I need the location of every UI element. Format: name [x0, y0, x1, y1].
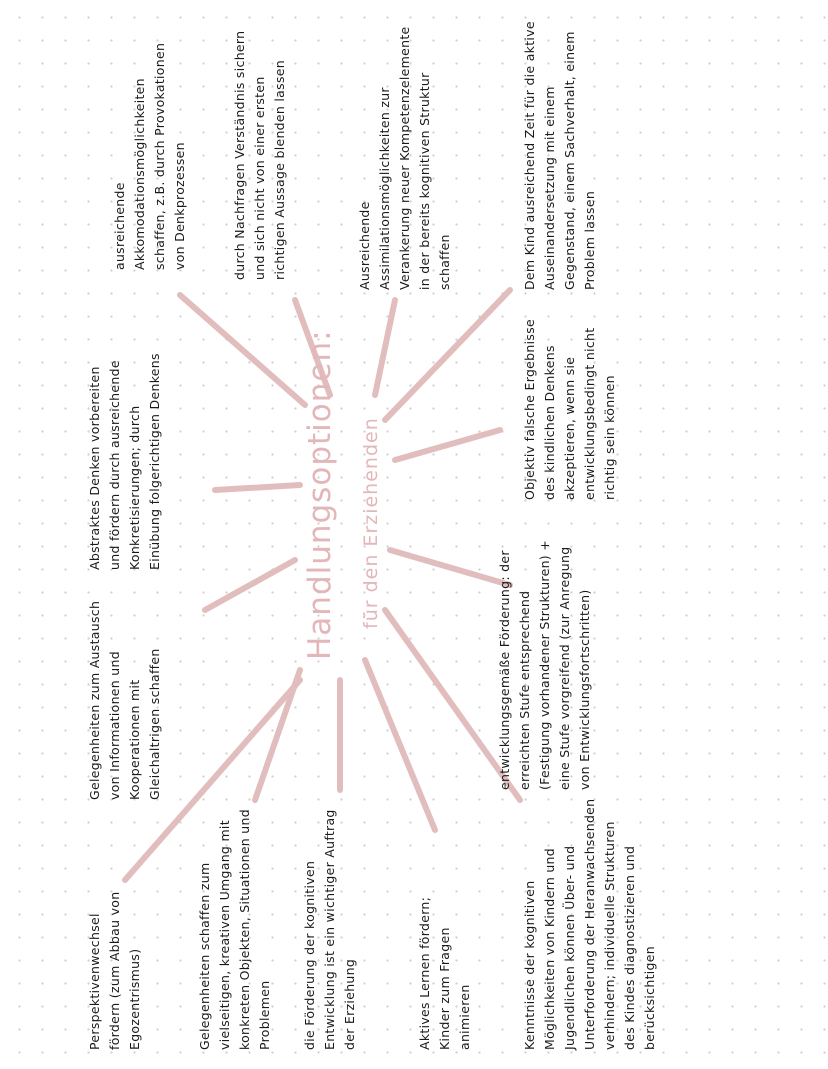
note-perspektivenwechsel: Perspektivenwechsel fördern (zum Abbau von Egozentrismus) [87, 891, 142, 1050]
central-title: Handlungsoptionen: [302, 329, 338, 660]
note-auftrag-erziehung: die Förderung der kognitiven Entwicklung ist ein wichtiger Auftrag der Erziehung [302, 809, 357, 1050]
note-akkomodation: ausreichende Akkomodationsmöglichkeiten schaffen, z.B. durch Provokationen von Denkprozessen [112, 42, 187, 270]
note-aktives-lernen: Aktives Lernen fördern; Kinder zum Fragen animieren [417, 896, 472, 1050]
note-nachfragen: durch Nachfragen Verständnis sichern und sich nicht von einer ersten richtigen Aussage blenden lassen [232, 30, 287, 280]
note-zeit-lassen: Dem Kind ausreichend Zeit für die aktive Auseinandersetzung mit einem Gegenstand, einem Sachverhalt, einem Problem lassen [522, 21, 597, 290]
note-konkrete-objekte: Gelegenheiten schaffen zum vielseitigen, kreativen Umgang mit konkreten Objekten, Situationen und Problemen [197, 809, 272, 1050]
note-austausch: Gelegenheiten zum Austausch von Informationen und Kooperationen mit Gleichaltrigen schaffen [87, 600, 162, 800]
note-assimilation: Ausreichende Assimilationsmöglichkeiten zur Verankerung neuer Kompetenzelemente in der bereits kognitiven Struktur schaffen [357, 26, 452, 290]
note-falsche-ergebnisse: Objektiv falsche Ergebnisse des kindlichen Denkens akzeptieren, wenn sie entwicklungsbedingt nicht richtig sein können [522, 318, 617, 500]
central-subtitle: für den Erziehenden [360, 417, 382, 629]
note-abstraktes-denken: Abstraktes Denken vorbereiten und fördern durch ausreichende Konkretisierungen; durch Einübung folgerichtigen Denkens [87, 353, 162, 570]
note-kenntnisse: Kenntnisse der kognitiven Möglichkeiten von Kindern und Jugendlichen können Über- und Unterforderung der Heranwachsenden verhindern; individuelle Strukturen des Kindes diagnostizieren und berücksichtigen [522, 798, 657, 1050]
note-entwicklungsgemaesse-foerderung: entwicklungsgemäße Förderung: der erreichten Stufe entsprechend (Festigung vorhandener Strukturen) + eine Stufe vorgreifend (zur Anregung von Entwicklungsfortschritten) [497, 539, 592, 790]
